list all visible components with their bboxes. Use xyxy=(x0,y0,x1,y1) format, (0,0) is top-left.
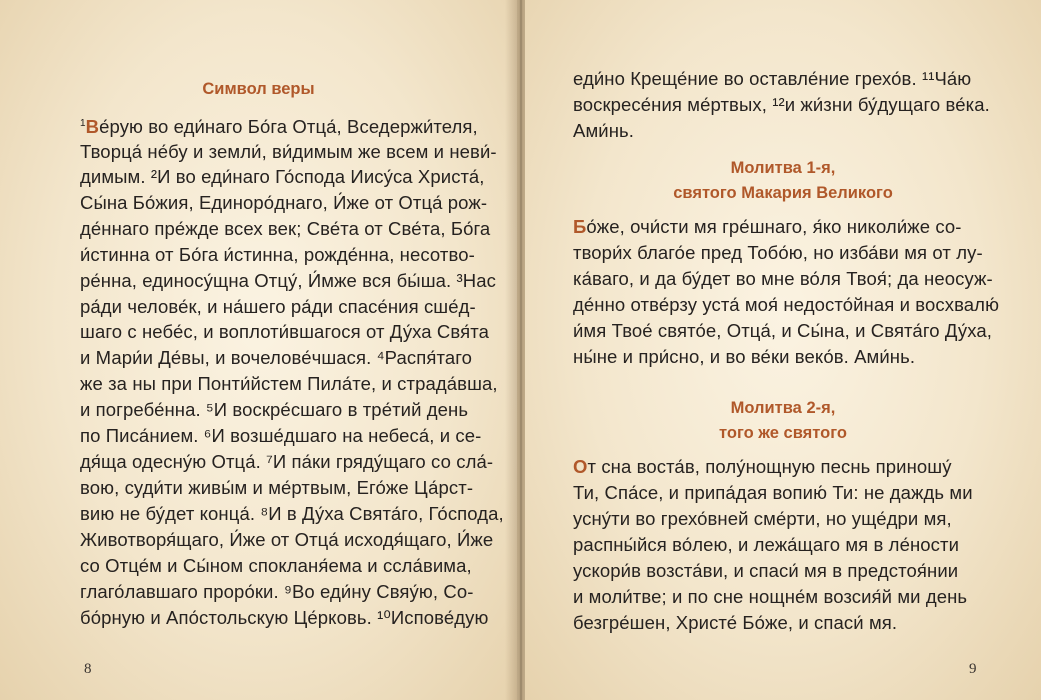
text-line: Творца́ не́бу и земли́, ви́димым же всем и неви́- xyxy=(80,141,497,162)
line-text: т сна воста́в, полу́нощную песнь приношу́ xyxy=(587,456,952,477)
text-line: ны́не и при́сно, и во ве́ки веко́в. Ами́нь. xyxy=(573,346,916,367)
text-line: вию не бу́дет конца́. ⁸И в Ду́ха Свята́го, Го́спода, xyxy=(80,503,504,524)
text-line: безгре́шен, Христе́ Бо́же, и спаси́ мя. xyxy=(573,612,898,633)
heading-prayer-1: Молитва 1-я, xyxy=(730,159,836,177)
heading-prayer-2: Молитва 2-я, xyxy=(730,399,836,417)
text-line: распны́йся во́лею, и лежа́щаго мя в ле́ности xyxy=(573,534,960,555)
text-line: усну́ти во грехо́вней сме́рти, но уще́дри мя, xyxy=(573,508,952,529)
text-line: бо́рную и Апо́стольскую Це́рковь. ¹⁰Испове́дую xyxy=(80,607,489,628)
text-line: и Мари́и Де́вы, и вочелове́чшася. ⁴Распя́таго xyxy=(80,347,473,368)
text-line: же за ны при Понти́йстем Пила́те, и страда́вша, xyxy=(80,373,498,394)
text-line: воскресе́ния ме́ртвых, ¹²и жи́зни бу́дущаго ве́ка. xyxy=(573,94,990,115)
line-text: е́рую во еди́наго Бо́га Отца́, Вседержи́теля, xyxy=(99,116,478,137)
text-line xyxy=(573,216,962,238)
text-line: и погребе́нна. ⁵И воскре́сшаго в тре́тий день xyxy=(80,399,469,420)
page-number-left: 8 xyxy=(84,661,92,677)
text-line: твори́х благо́е пред Тобо́ю, но изба́ви мя от лу- xyxy=(573,242,983,263)
verse-number: 1 xyxy=(80,117,86,129)
subheading-prayer-2: того же святого xyxy=(719,424,847,442)
drop-initial: Б xyxy=(573,216,587,237)
text-line: со Отце́м и Сы́ном спокланя́ема и ссла́вима, xyxy=(80,555,472,576)
left-page xyxy=(0,0,517,700)
text-line: димым. ²И во еди́наго Го́спода Иису́са Христа́, xyxy=(80,166,485,187)
text-line: дя́ща одесну́ю Отца́. ⁷И па́ки гряду́щаго со сла́- xyxy=(80,451,494,472)
line-text: о́же, очи́сти мя гре́шнаго, я́ко николи́же со- xyxy=(586,216,962,237)
text-line: вою, суди́ти живы́м и ме́ртвым, Его́же Ца́рст- xyxy=(80,477,474,498)
text-line: глаго́лавшаго проро́ки. ⁹Во еди́ну Свяу́ю, Со- xyxy=(80,581,474,602)
text-line: Животворя́щаго, И́же от Отца́ исходя́щаго, И́же xyxy=(80,529,494,550)
text-line xyxy=(80,116,478,138)
text-line: и́стинна от Бо́га и́стинна, рожде́нна, несотво- xyxy=(80,244,475,265)
text-line: де́нно отве́рзу уста́ моя́ недосто́йная и восхвалю́ xyxy=(573,294,1000,315)
text-line: де́ннаго пре́жде всех век; Све́та от Све́та, Бо́га xyxy=(80,218,491,239)
page-number-right: 9 xyxy=(969,661,977,677)
text-line: по Писа́нием. ⁶И возше́дшаго на небеса́, и се- xyxy=(80,425,482,446)
text-line: ускори́в возста́ви, и спаси́ мя в предстоя́нии xyxy=(573,560,959,581)
text-line: ре́нна, единосу́щна Отцу́, И́мже вся бы́ша. ³Нас xyxy=(80,270,496,291)
text-line: ка́ваго, и да бу́дет во мне во́ля Твоя́; да неосуж- xyxy=(573,268,993,289)
text-line xyxy=(573,456,952,478)
text-line: и́мя Твое́ свято́е, Отца́, и Сы́на, и Свята́го Ду́ха, xyxy=(573,320,993,341)
subheading-prayer-1: святого Макария Великого xyxy=(673,184,893,202)
text-line: Ти, Спа́се, и припа́дая вопию́ Ти: не даждь ми xyxy=(573,482,973,503)
text-line: и моли́тве; и по сне нощне́м возсия́й ми день xyxy=(573,586,968,607)
text-line: шаго с небе́с, и воплоти́вшагося от Ду́ха Свя́та xyxy=(80,321,489,342)
text-line: еди́но Креще́ние во оставле́ние грехо́в. ¹¹Ча́ю xyxy=(573,68,972,89)
text-line: Ами́нь. xyxy=(573,120,634,141)
text-line: ра́ди челове́к, и на́шего ра́ди спасе́ния сше́д- xyxy=(80,296,476,317)
drop-initial: В xyxy=(85,116,100,137)
drop-initial: О xyxy=(573,456,588,477)
right-page xyxy=(525,0,1041,700)
heading-symbol-of-faith: Символ веры xyxy=(202,80,315,98)
text-line: Сы́на Бо́жия, Единоро́днаго, И́же от Отца́ рож- xyxy=(80,192,488,213)
